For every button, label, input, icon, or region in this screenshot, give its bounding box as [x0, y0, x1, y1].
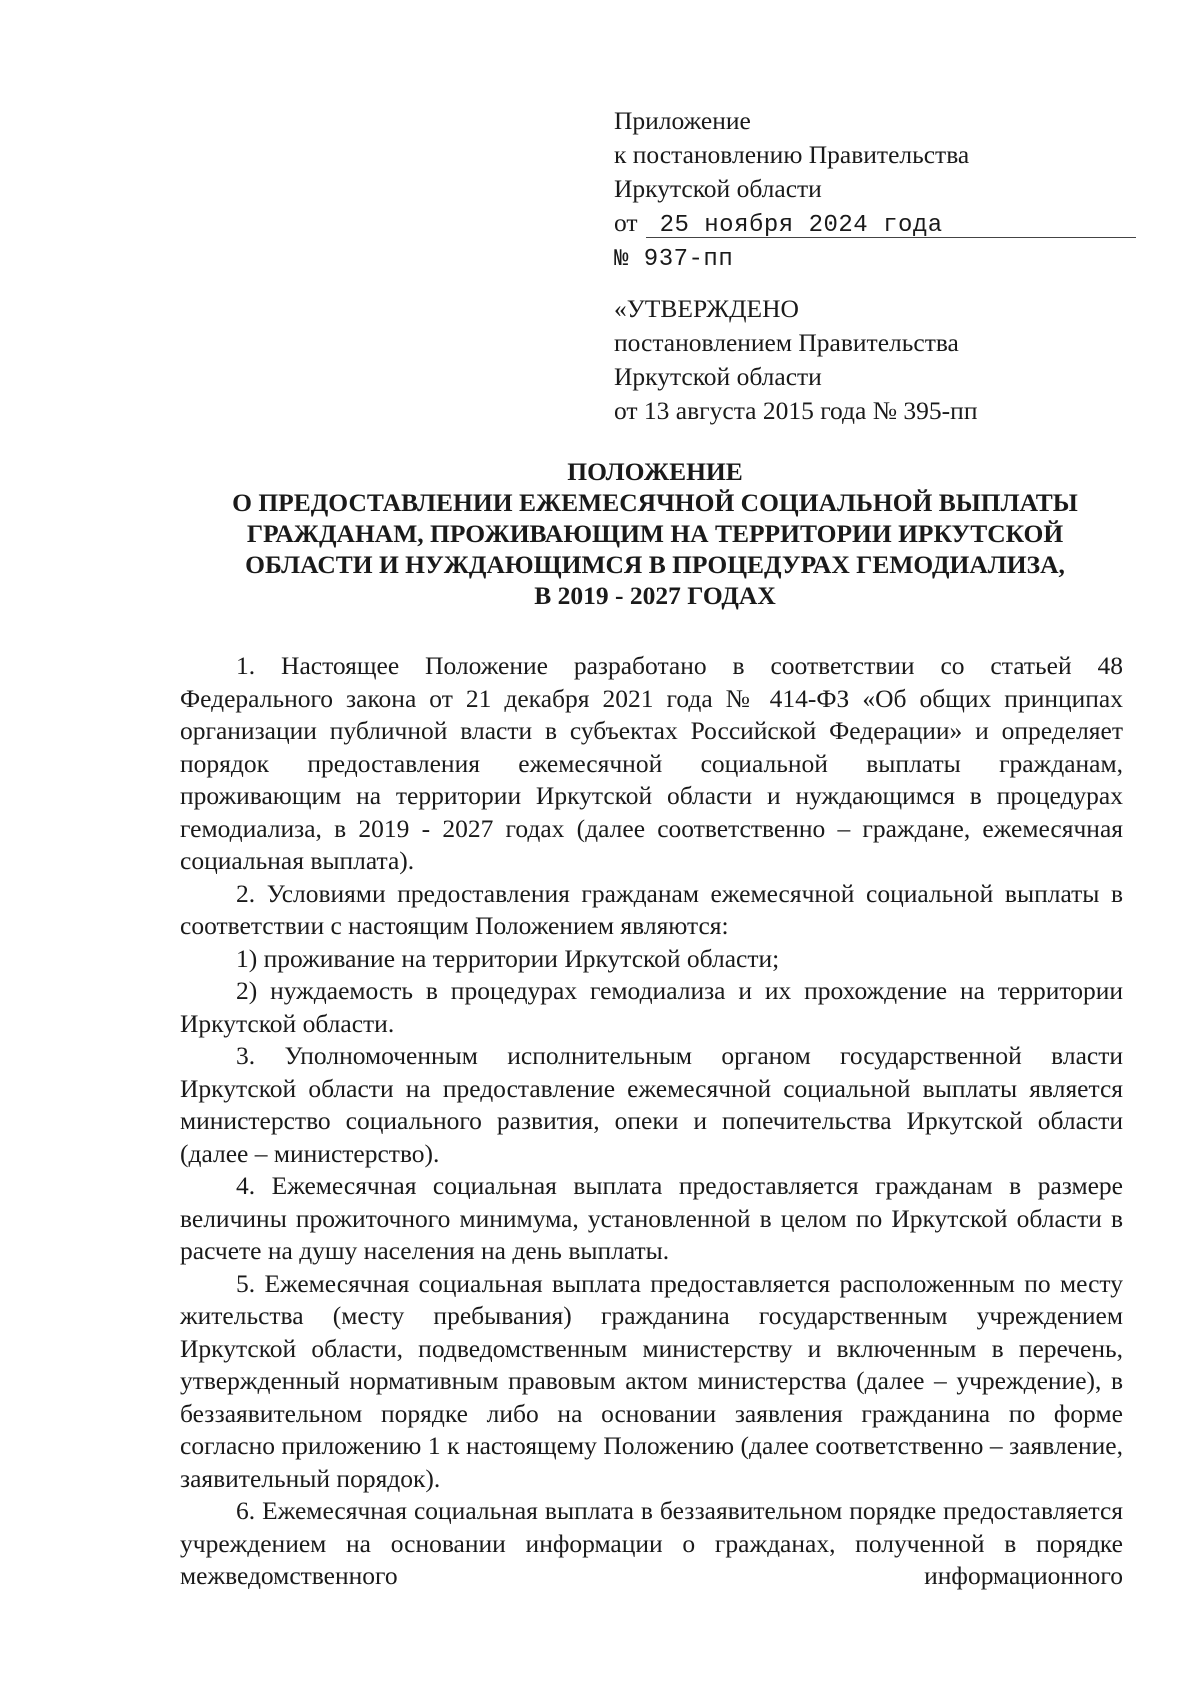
paragraph-5: 5. Ежемесячная социальная выплата предоставляется расположенным по месту жительства (месту пребывания) гражданина государственным учреждением Иркутской области, подведомственным министерству и включенным в перечень, утвержденный нормативным правовым актом министерства (далее – учреждение), в беззаявительном порядке либо на основании заявления гражданина по форме согласно приложению 1 к настоящему Положению (далее соответственно – заявление, заявительный порядок). — [180, 1268, 1123, 1493]
paragraph-6: 6. Ежемесячная социальная выплата в беззаявительном порядке предоставляется учреждением на основании информации о гражданах, полученной в порядке межведомственного информационного — [180, 1496, 1123, 1590]
document-body — [180, 650, 1123, 1593]
title-line-5: В 2019 - 2027 ГОДАХ — [534, 581, 776, 610]
paragraph-1: 1. Настоящее Положение разработано в соответствии со статьей 48 Федерального закона от 21 декабря 2021 года № 414-ФЗ «Об общих принципах организации публичной власти в субъектах Российской Федерации» и определяет порядок предоставления ежемесячной социальной выплаты гражданам, проживающим на территории Иркутской области и нуждающимся в процедурах гемодиализа, в 2019 - 2027 годах (далее соответственно – граждане, ежемесячная социальная выплата). — [180, 651, 1123, 875]
title-line-3: ГРАЖДАНАМ, ПРОЖИВАЮЩИМ НА ТЕРРИТОРИИ ИРКУТСКОЙ — [246, 519, 1064, 548]
paragraph-3: 3. Уполномоченным исполнительным органом государственной власти Иркутской области на предоставление ежемесячной социальной выплаты является министерство социального развития, опеки и попечительства Иркутской области (далее – министерство). — [180, 1041, 1123, 1168]
appendix-header — [614, 104, 969, 277]
appendix-date-line — [614, 206, 969, 243]
date-underline — [646, 237, 1136, 238]
approved-stamp-block — [614, 292, 977, 428]
resolution-date: 25 ноября 2024 года — [659, 212, 943, 239]
approved-label: «УТВЕРЖДЕНО — [614, 294, 799, 323]
title-line-4: ОБЛАСТИ И НУЖДАЮЩИМСЯ В ПРОЦЕДУРАХ ГЕМОДИАЛИЗА, — [245, 550, 1065, 579]
appendix-region: Иркутской области — [614, 174, 822, 203]
paragraph-4: 4. Ежемесячная социальная выплата предоставляется гражданам в размере величины прожиточного минимума, установленной в целом по Иркутской области в расчете на душу населения на день выплаты. — [180, 1171, 1123, 1265]
appendix-resolution-ref: к постановлению Правительства — [614, 140, 970, 169]
date-prefix: от — [614, 208, 638, 237]
title-line-1: ПОЛОЖЕНИЕ — [567, 457, 743, 486]
title-line-2: О ПРЕДОСТАВЛЕНИИ ЕЖЕМЕСЯЧНОЙ СОЦИАЛЬНОЙ ВЫПЛАТЫ — [232, 488, 1078, 517]
approved-by: постановлением Правительства — [614, 328, 959, 357]
approved-region: Иркутской области — [614, 362, 822, 391]
paragraph-2-item-1: 1) проживание на территории Иркутской области; — [236, 943, 780, 973]
paragraph-2: 2. Условиями предоставления гражданам ежемесячной социальной выплаты в соответствии с настоящим Положением являются: — [180, 878, 1123, 940]
document-title — [130, 456, 1180, 611]
appendix-label: Приложение — [614, 106, 751, 135]
resolution-number: № 937-пп — [614, 246, 734, 273]
paragraph-2-item-2: 2) нуждаемость в процедурах гемодиализа и их прохождение на территории Иркутской области. — [180, 976, 1123, 1038]
approved-date-number: от 13 августа 2015 года № 395-пп — [614, 396, 978, 425]
